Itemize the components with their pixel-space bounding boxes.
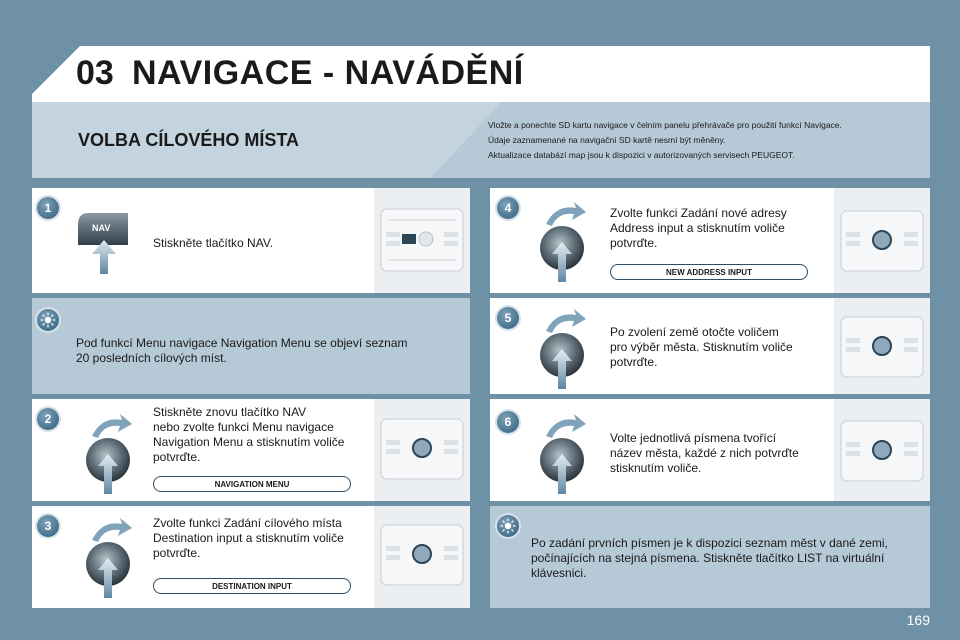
radio-panel-icon	[840, 316, 924, 378]
text-line: Volte jednotlivá písmena tvořící	[610, 431, 777, 445]
text-line: Zvolte funkci Zadání cílového místa	[153, 516, 342, 530]
radio-panel-icon	[380, 208, 464, 272]
intro-line: Údaje zaznamenané na navigační SD kartě nesmí být měněny.	[488, 135, 726, 145]
step-1-badge: 1	[37, 197, 59, 219]
rotary-knob-icon	[536, 305, 588, 389]
text-line: klávesnici.	[531, 566, 587, 580]
navigation-menu-label: NAVIGATION MENU	[153, 476, 351, 492]
text-line: Address input a stisknutím voliče	[610, 221, 785, 235]
intro-line: Vložte a ponechte SD kartu navigace v čelním panelu přehrávače pro použití funkcí Navigace.	[488, 120, 842, 130]
text-line: 20 posledních cílových míst.	[76, 351, 227, 365]
text-line: pro výběr města. Stisknutím voliče	[610, 340, 793, 354]
text-line: Stiskněte znovu tlačítko NAV	[153, 405, 307, 419]
step-5-text	[610, 325, 830, 370]
text-line: počínajících na stejná písmena. Stiskněte tlačítko LIST na virtuální	[531, 551, 885, 565]
radio-panel-icon	[380, 418, 464, 480]
step-3-text	[153, 516, 373, 561]
text-line: potvrďte.	[153, 546, 201, 560]
text-line: potvrďte.	[610, 236, 658, 250]
step-2-text	[153, 405, 373, 465]
text-line: název města, každé z nich potvrďte	[610, 446, 799, 460]
step-5-badge: 5	[497, 307, 519, 329]
text-line: Po zvolení země otočte voličem	[610, 325, 779, 339]
chapter-title: NAVIGACE - NAVÁDĚNÍ	[132, 54, 524, 92]
intro-line: Aktualizace databází map jsou k dispozici v autorizovaných servisech PEUGEOT.	[488, 150, 795, 160]
radio-panel-icon	[840, 420, 924, 482]
step-1-text	[153, 236, 373, 251]
text-line: Pod funkcí Menu navigace Navigation Menu se objeví seznam	[76, 336, 408, 350]
rotary-knob-icon	[82, 410, 134, 494]
rotary-knob-icon	[536, 198, 588, 282]
tip-1-text	[76, 336, 466, 366]
page-number: 169	[906, 612, 930, 628]
step-4-text	[610, 206, 830, 251]
text-line: potvrďte.	[153, 450, 201, 464]
lightbulb-icon	[497, 515, 519, 537]
text-line: Destination input a stisknutím voliče	[153, 531, 344, 545]
text-line: Zvolte funkci Zadání nové adresy	[610, 206, 787, 220]
text-line: nebo zvolte funkci Menu navigace	[153, 420, 334, 434]
text-line: potvrďte.	[610, 355, 658, 369]
new-address-input-label: NEW ADDRESS INPUT	[610, 264, 808, 280]
step-4-badge: 4	[497, 197, 519, 219]
chapter-number: 03	[76, 54, 114, 92]
section-title: VOLBA CÍLOVÉHO MÍSTA	[78, 130, 300, 150]
destination-input-label: DESTINATION INPUT	[153, 578, 351, 594]
step-2-badge: 2	[37, 408, 59, 430]
press-arrow-icon	[92, 240, 116, 274]
radio-panel-icon	[380, 524, 464, 586]
rotary-knob-icon	[536, 410, 588, 494]
tip-2-text	[531, 536, 926, 581]
text-line: Po zadání prvních písmen je k dispozici seznam měst v dané zemi,	[531, 536, 888, 550]
step-3-badge: 3	[37, 515, 59, 537]
nav-button-label: NAV	[92, 223, 111, 233]
text-line: Navigation Menu a stisknutím voliče	[153, 435, 345, 449]
intro-text	[488, 118, 923, 163]
lightbulb-icon	[37, 309, 59, 331]
radio-panel-icon	[840, 210, 924, 272]
step-6-text	[610, 431, 830, 476]
text-line: stisknutím voliče.	[610, 461, 702, 475]
rotary-knob-icon	[82, 514, 134, 598]
text-line: Stiskněte tlačítko NAV.	[153, 236, 274, 250]
step-6-badge: 6	[497, 411, 519, 433]
